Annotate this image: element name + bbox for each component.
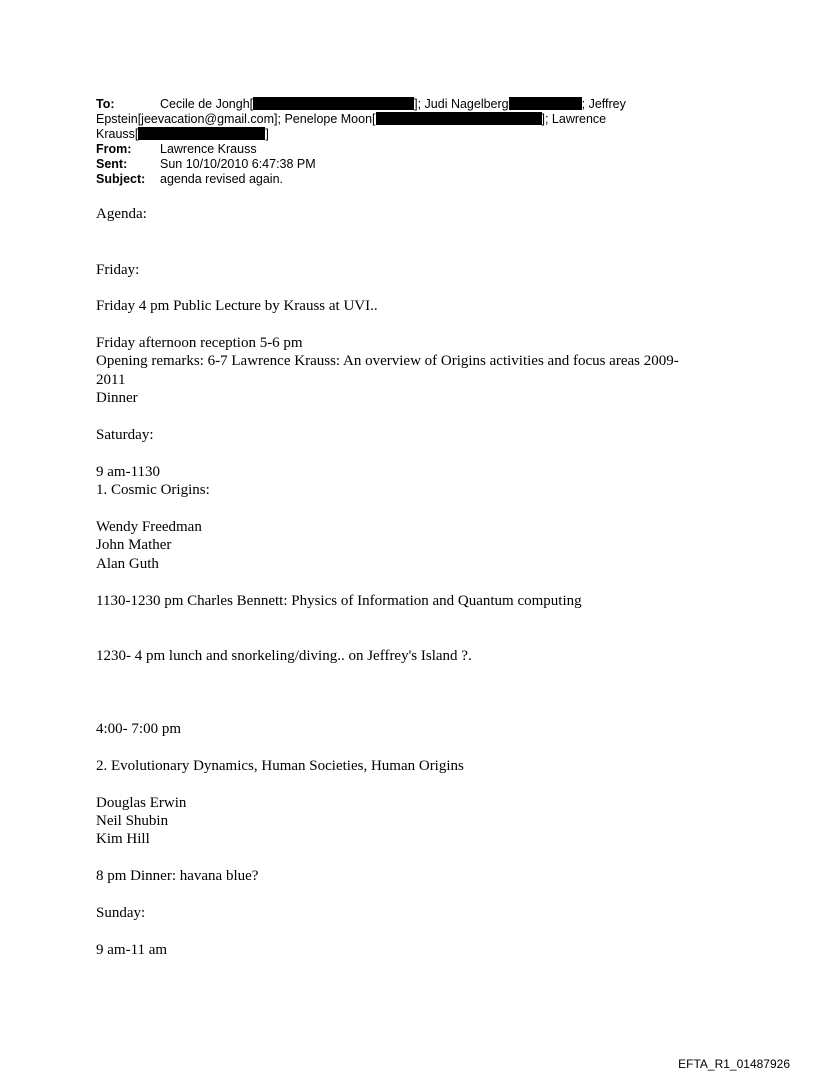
sunday-time-1: 9 am-11 am [96,942,168,958]
recipient-jeffrey: ; Jeffrey [581,97,626,111]
agenda-heading: Agenda: [96,206,147,222]
sunday-heading: Sunday: [96,905,146,921]
saturday-time-1: 9 am-1130 [96,464,161,480]
from-value: Lawrence Krauss [160,142,257,156]
to-label: To: [96,97,115,111]
subject-value: agenda revised again. [160,172,284,186]
friday-reception: Friday afternoon reception 5-6 pm [96,335,303,351]
to-recipients-1 [160,97,626,112]
sent-value: Sun 10/10/2010 6:47:38 PM [160,157,316,171]
redaction-block [253,97,414,110]
recipient-cecile: Cecile de Jongh[ [160,97,254,111]
speaker-shubin: Neil Shubin [96,813,169,829]
redaction-block [509,97,582,110]
sent-label: Sent: [96,157,128,171]
recipient-epstein-moon: Epstein[jeevacation@gmail.com]; Penelope Moon[ [96,112,376,126]
saturday-heading: Saturday: [96,427,154,443]
speaker-guth: Alan Guth [96,556,159,572]
speaker-freedman: Wendy Freedman [96,519,202,535]
speaker-hill: Kim Hill [96,831,150,847]
from-label: From: [96,142,132,156]
opening-remarks: Opening remarks: 6-7 Lawrence Krauss: An overview of Origins activities and focus areas 2009- [96,353,679,369]
redaction-block [376,112,542,125]
saturday-time-2: 4:00- 7:00 pm [96,721,181,737]
to-line-3 [96,127,269,142]
cosmic-origins: 1. Cosmic Origins: [96,482,210,498]
lunch-session: 1230- 4 pm lunch and snorkeling/diving.. on Jeffrey's Island ?. [96,648,472,664]
friday-dinner: Dinner [96,390,138,406]
to-line-2 [96,112,606,127]
bennett-session: 1130-1230 pm Charles Bennett: Physics of Information and Quantum computing [96,593,582,609]
opening-remarks-cont: 2011 [96,372,126,388]
subject-label: Subject: [96,172,146,186]
speaker-mather: John Mather [96,537,172,553]
document-id: EFTA_R1_01487926 [678,1057,790,1071]
saturday-dinner: 8 pm Dinner: havana blue? [96,868,259,884]
recipient-krauss-close: ] [265,127,269,141]
speaker-erwin: Douglas Erwin [96,795,187,811]
redaction-block [138,127,265,140]
evolutionary-dynamics: 2. Evolutionary Dynamics, Human Societies, Human Origins [96,758,464,774]
friday-lecture: Friday 4 pm Public Lecture by Krauss at UVI.. [96,298,378,314]
friday-heading: Friday: [96,262,140,278]
recipient-judi: ]; Judi Nagelberg [414,97,509,111]
recipient-krauss: Krauss[ [96,127,139,141]
recipient-lawrence: ]; Lawrence [541,112,607,126]
